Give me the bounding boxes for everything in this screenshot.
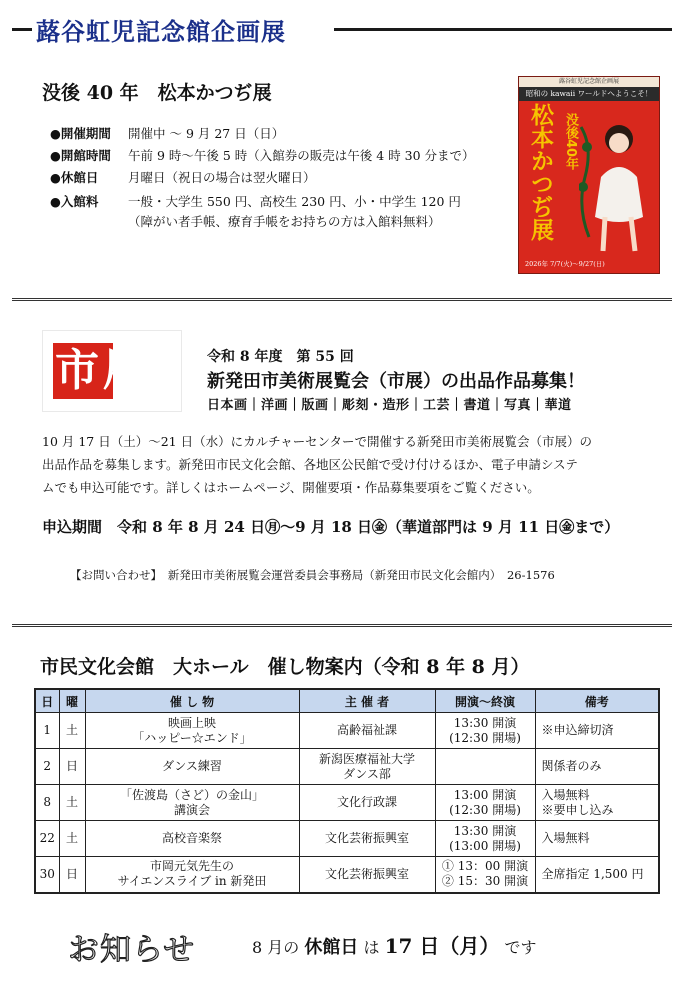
cell-time [435, 749, 535, 785]
info-value: 午前 9 時～午後 5 時（入館券の販売は午後 4 時 30 分まで） [128, 148, 475, 163]
apply-period: 申込期間 令和 8 年 8 月 24 日㊊～9 月 18 日㊎（華道部門は 9 月 11 日㊎まで） [42, 518, 620, 536]
contest-paragraph-line: ムでも申込可能です。詳しくはホームページ、開催要項・作品募集要項をご覧ください。 [42, 480, 540, 495]
exhibition-title: 没後 40 年 松本かつぢ展 [42, 82, 272, 104]
poster-name: 松本かつぢ展 [527, 103, 553, 241]
cell-note: 関係者のみ [535, 749, 659, 785]
col-host: 主 催 者 [299, 689, 435, 713]
cell-dow: 土 [59, 785, 85, 821]
section-separator [12, 624, 672, 627]
contest-title: 新発田市美術展覧会（市展）の出品作品募集！ [207, 371, 585, 392]
cell-note: 全席指定 1,500 円 [535, 857, 659, 893]
contest-paragraph-line: 出品作品を募集します。新発田市民文化会館、各地区公民館で受け付けるほか、電子申請システ [42, 457, 578, 472]
table-header-row [35, 689, 659, 713]
cell-dow: 日 [59, 857, 85, 893]
info-row-hours [50, 146, 475, 164]
cell-dow: 土 [59, 821, 85, 857]
info-label: ●開催期間 [50, 126, 111, 141]
col-day: 日 [35, 689, 59, 713]
info-value: 月曜日（祝日の場合は翌火曜日） [128, 170, 316, 185]
cell-event: 「佐渡島（さど）の金山」 講演会 [85, 785, 299, 821]
col-note: 備考 [535, 689, 659, 713]
cell-time: ① 13：00 開演 ② 15：30 開演 [435, 857, 535, 893]
cell-event: 映画上映 「ハッピー☆エンド」 [85, 713, 299, 749]
cell-event: 市岡元気先生の サイエンスライブ in 新発田 [85, 857, 299, 893]
shiten-logo [42, 330, 182, 412]
info-row-period [50, 124, 284, 142]
fee-note: （障がい者手帳、療育手帳をお持ちの方は入館料無料） [128, 214, 441, 229]
poster-dates: 2026年 7/7(火)～9/27(日) [525, 260, 605, 268]
info-row-fee [50, 192, 461, 210]
section-separator [12, 298, 672, 301]
contest-genres: 日本画｜洋画｜版画｜彫刻・造形｜工芸｜書道｜写真｜華道 [207, 398, 572, 413]
cell-time: 13:00 開演 (12:30 開場) [435, 785, 535, 821]
table-row [35, 785, 659, 821]
schedule-title: 市民文化会館 大ホール 催し物案内（令和 8 年 8 月） [40, 656, 530, 678]
header-rule-right [334, 28, 672, 31]
cell-time: 13:30 開演 (13:00 開場) [435, 821, 535, 857]
cell-event: ダンス練習 [85, 749, 299, 785]
cell-host: 文化行政課 [299, 785, 435, 821]
info-label: ●入館料 [50, 194, 99, 209]
cell-host: 文化芸術振興室 [299, 821, 435, 857]
notice-heading: お知らせ [68, 932, 196, 968]
info-label: ●開館時間 [50, 148, 111, 163]
cell-dow: 土 [59, 713, 85, 749]
table-row [35, 857, 659, 893]
cell-day: 30 [35, 857, 59, 893]
cell-host: 高齢福祉課 [299, 713, 435, 749]
contest-paragraph-line: 10 月 17 日（土）～21 日（水）にカルチャーセンターで開催する新発田市美術展覧会（市展）の [42, 434, 592, 449]
info-value: 一般・大学生 550 円、高校生 230 円、小・中学生 120 円 [128, 194, 461, 209]
cell-note: ※申込締切済 [535, 713, 659, 749]
col-dow: 曜 [59, 689, 85, 713]
contact-info: 【お問い合わせ】 新発田市美術展覧会運営委員会事務局（新発田市民文化会館内） 26-1576 [70, 568, 555, 582]
cell-day: 22 [35, 821, 59, 857]
logo-text: 市展 [55, 345, 151, 396]
exhibition-poster [518, 76, 660, 274]
cell-day: 1 [35, 713, 59, 749]
table-row [35, 713, 659, 749]
header-rule-left [12, 28, 32, 31]
poster-top-text: 蕗谷虹児記念館企画展 [519, 77, 659, 87]
cell-event: 高校音楽祭 [85, 821, 299, 857]
info-value: 開催中 ～ 9 月 27 日（日） [128, 126, 285, 141]
contest-edition: 令和 8 年度 第 55 回 [207, 349, 354, 365]
col-event: 催 し 物 [85, 689, 299, 713]
notice-text: 8 月の 休館日 は 17 日（月） です [252, 934, 537, 958]
schedule-table [34, 688, 660, 894]
cell-host: 新潟医療福祉大学 ダンス部 [299, 749, 435, 785]
cell-day: 2 [35, 749, 59, 785]
info-label: ●休館日 [50, 170, 99, 185]
poster-sub: 没後40年 [563, 113, 578, 171]
poster-illustration-icon [579, 117, 655, 257]
cell-note: 入場無料 [535, 821, 659, 857]
poster-band-text: 昭和の kawaii ワールドへようこそ！ [519, 87, 659, 101]
table-row [35, 749, 659, 785]
table-row [35, 821, 659, 857]
cell-time: 13:30 開演 (12:30 開場) [435, 713, 535, 749]
cell-dow: 日 [59, 749, 85, 785]
cell-note: 入場無料 ※要申し込み [535, 785, 659, 821]
info-row-closed [50, 168, 316, 186]
cell-host: 文化芸術振興室 [299, 857, 435, 893]
cell-day: 8 [35, 785, 59, 821]
section-header-title: 蕗谷虹児記念館企画展 [36, 18, 286, 46]
col-time: 開演～終演 [435, 689, 535, 713]
